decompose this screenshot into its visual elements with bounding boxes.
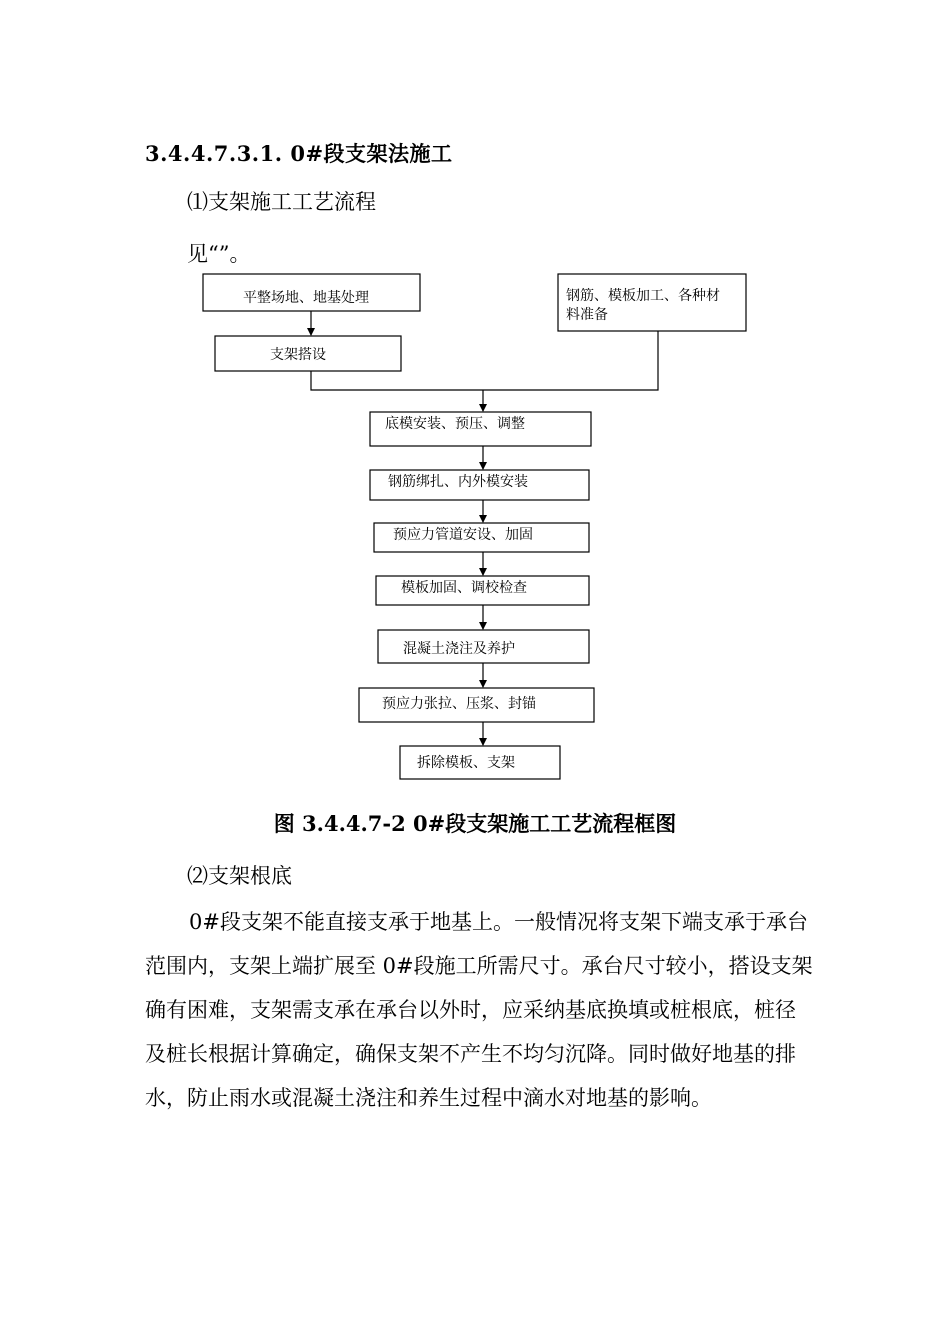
flow-box-duct-label: 预应力管道安设、加固: [393, 527, 533, 543]
flow-box-remove-label: 拆除模板、支架: [417, 755, 515, 771]
flow-box-rebar-tie-label: 钢筋绑扎、内外模安装: [388, 474, 528, 490]
flow-box-duct: [374, 523, 589, 552]
flow-box-rebar-prep: [558, 274, 746, 331]
flow-box-rebar-prep-label-1: 钢筋、模板加工、各种材: [566, 288, 720, 304]
section-heading: 3.4.4.7.3.1. 0#段支架法施工: [145, 141, 453, 166]
flow-box-tension: [359, 688, 594, 722]
flow-box-support-erect: [215, 336, 401, 371]
flow-box-rebar-tie: [370, 470, 589, 500]
flow-box-remove: [400, 746, 560, 779]
figure-reference: 见“”。: [187, 242, 251, 266]
flow-box-bottom-form-label: 底模安装、预压、调整: [385, 416, 525, 432]
flow-box-form-check-label: 模板加固、调校检查: [401, 580, 527, 596]
flow-box-concrete-label: 混凝土浇注及养护: [403, 641, 515, 657]
body-paragraph: 0#段支架不能直接支承于地基上。一般情况将支架下端支承于承台范围内，支架上端扩展至 0#段施工所需尺寸。承台尺寸较小，搭设支架确有困难，支架需支承在承台以外时，应采纳基底换填或桩根底，桩径及桩长根据计算确定，确保支架不产生不均匀沉降。同时做好地基的排水，防止雨水或混凝土浇注和养生过程中滴水对地基的影响。: [145, 910, 813, 1110]
step1-title: ⑴支架施工工艺流程: [187, 190, 376, 214]
flow-box-tension-label: 预应力张拉、压浆、封锚: [382, 696, 536, 712]
flow-box-prepare-site: [203, 274, 420, 311]
step2-title: ⑵支架根底: [187, 864, 292, 888]
flow-box-prepare-site-label: 平整场地、地基处理: [243, 290, 369, 306]
flow-box-rebar-prep-label-2: 料准备: [566, 307, 608, 323]
flow-box-form-check: [376, 576, 589, 605]
flow-box-bottom-form: [370, 412, 591, 446]
figure-caption: 图 3.4.4.7-2 0#段支架施工工艺流程框图: [273, 811, 677, 836]
flow-box-support-erect-label: 支架搭设: [270, 347, 326, 363]
flow-box-concrete: [378, 630, 589, 663]
